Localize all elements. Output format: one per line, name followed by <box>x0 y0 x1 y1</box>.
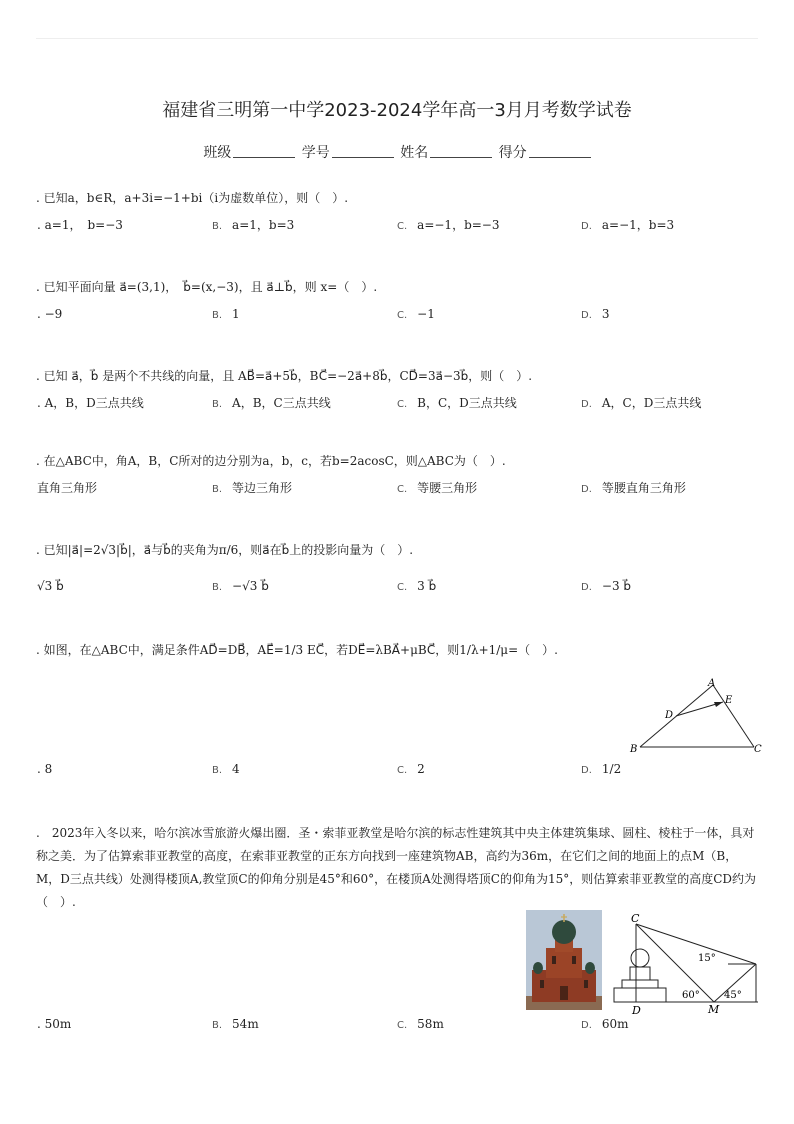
label-c: C <box>631 912 640 925</box>
option-b[interactable] <box>212 391 331 417</box>
arrow-head-icon <box>714 702 723 707</box>
cathedral-photo <box>526 910 602 1010</box>
dome-shape <box>631 949 649 967</box>
option-text: 4 <box>232 762 240 776</box>
option-label: B. <box>212 310 223 321</box>
id-label: 学号 <box>301 145 330 161</box>
option-d[interactable] <box>581 391 701 417</box>
name-blank[interactable] <box>430 145 492 158</box>
option-text: . a=1， b=−3 <box>37 218 123 232</box>
label-c: C <box>754 744 762 755</box>
question-stem: . 已知a，b∈R，a+3i=−1+bi（i为虚数单位），则（ ）. <box>36 191 349 205</box>
option-label: B. <box>212 484 223 495</box>
option-text: . −9 <box>37 307 63 321</box>
option-label: B. <box>212 582 223 593</box>
option-text: 3 b⃗ <box>417 579 437 593</box>
option-text: −3 b⃗ <box>601 579 632 593</box>
option-text: 等腰三角形 <box>417 481 478 495</box>
name-field <box>400 142 492 162</box>
church-door <box>560 986 568 1000</box>
side-dome-right <box>585 962 595 974</box>
option-c[interactable] <box>397 213 500 239</box>
option-c[interactable] <box>397 391 517 417</box>
score-label: 得分 <box>498 145 527 161</box>
option-c[interactable] <box>397 302 435 328</box>
option-c[interactable] <box>397 1012 444 1038</box>
option-label: D. <box>581 582 592 593</box>
side-dome-left <box>533 962 543 974</box>
option-text: 等边三角形 <box>232 481 293 495</box>
angle-60-label: 60° <box>682 990 700 1001</box>
option-label: D. <box>581 310 592 321</box>
option-label: B. <box>212 399 223 410</box>
option-text: 2 <box>417 762 425 776</box>
option-label: B. <box>212 765 223 776</box>
student-info-line <box>0 142 794 162</box>
option-a[interactable] <box>37 302 62 326</box>
name-label: 姓名 <box>400 145 429 161</box>
option-text: a=−1，b=3 <box>601 218 675 232</box>
page-title: 福建省三明第一中学2023-2024学年高一3月月考数学试卷 <box>162 100 632 121</box>
class-label: 班级 <box>203 145 232 161</box>
option-c[interactable] <box>397 476 477 502</box>
option-b[interactable] <box>212 476 292 502</box>
option-text: a=1，b=3 <box>232 218 295 232</box>
question-stem: . 2023年入冬以来，哈尔滨冰雪旅游火爆出圈．圣・索菲亚教堂是哈尔滨的标志性建筑其中央主体建筑集球、圆柱、棱柱于一体，具对称之美．为了估算索菲亚教堂的高度，在索菲亚教堂的正东方向找到一座建筑物AB，高约为36m，在它们之间的地面上的点M（B，M，D三点共线）处测得楼顶A,教堂顶C的仰角分别是45°和60°，在楼顶A处测得塔顶C的仰角为15°，则估算索菲亚教堂的高度CD约为（ ）. <box>36 826 757 909</box>
option-text: 等腰直角三角形 <box>601 481 686 495</box>
option-b[interactable] <box>212 757 240 783</box>
label-m: M <box>708 1003 720 1016</box>
option-label: C. <box>397 399 408 410</box>
church-body <box>546 948 582 978</box>
option-a[interactable] <box>37 574 64 598</box>
option-label: D. <box>581 484 592 495</box>
option-d[interactable] <box>581 302 610 328</box>
option-label: C. <box>397 765 408 776</box>
option-d[interactable] <box>581 574 631 600</box>
option-d[interactable] <box>581 1012 629 1038</box>
option-text: A，B，C三点共线 <box>232 396 331 410</box>
option-text: 直角三角形 <box>37 481 98 495</box>
label-a: A <box>708 678 716 689</box>
option-a[interactable] <box>37 757 52 781</box>
option-d[interactable] <box>581 476 686 502</box>
option-label: D. <box>581 221 592 232</box>
option-label: C. <box>397 221 408 232</box>
option-b[interactable] <box>212 574 269 600</box>
option-label: C. <box>397 484 408 495</box>
question-stem: . 已知 a⃗，b⃗ 是两个不共线的向量，且 AB⃗=a⃗+5b⃗，BC⃗=−2a⃗+8b⃗，CD⃗=3a⃗−3b⃗，则（ ）. <box>36 369 533 383</box>
option-a[interactable] <box>37 213 123 237</box>
option-text: 54m <box>232 1017 259 1031</box>
option-text: a=−1，b=−3 <box>417 218 500 232</box>
label-b: B <box>630 744 638 755</box>
option-text: 3 <box>601 307 610 321</box>
header-rule <box>36 38 758 39</box>
question-stem: . 如图，在△ABC中，满足条件AD⃗=DB⃗，AE⃗=1/3 EC⃗，若DE⃗=λBA⃗+μBC⃗，则1/λ+1/μ=（ ）. <box>36 643 558 657</box>
option-label: C. <box>397 582 408 593</box>
option-c[interactable] <box>397 757 425 783</box>
option-text: . 50m <box>37 1017 72 1031</box>
option-label: B. <box>212 1020 223 1031</box>
id-blank[interactable] <box>332 145 394 158</box>
onion-dome <box>552 920 576 944</box>
question-stem: . 在△ABC中，角A，B，C所对的边分别为a，b，c，若b=2acosC，则△ABC为（ ）. <box>36 454 506 468</box>
option-text: 60m <box>601 1017 629 1031</box>
prism-shape <box>622 980 658 988</box>
option-label: C. <box>397 310 408 321</box>
option-text: 58m <box>417 1017 444 1031</box>
question-stem: . 已知平面向量 a⃗=(3,1)， b⃗=(x,−3)，且 a⃗⊥b⃗，则 x=（ ）. <box>36 280 378 294</box>
label-d: D <box>665 710 674 721</box>
score-field <box>499 142 591 162</box>
option-a[interactable] <box>37 391 144 415</box>
angle-45-label: 45° <box>724 990 742 1001</box>
angle-15-label: 15° <box>698 953 716 964</box>
base-shape <box>614 988 666 1002</box>
option-text: 1 <box>232 307 240 321</box>
height-figure <box>608 908 762 1016</box>
triangle-figure <box>628 676 760 756</box>
cylinder-shape <box>630 967 650 980</box>
option-text: −1 <box>417 307 435 321</box>
class-field <box>203 142 295 162</box>
id-field <box>302 142 394 162</box>
option-d[interactable] <box>581 757 621 783</box>
segment-ca <box>636 924 756 964</box>
score-blank[interactable] <box>529 145 591 158</box>
option-b[interactable] <box>212 302 240 328</box>
option-text: B，C，D三点共线 <box>417 396 517 410</box>
option-d[interactable] <box>581 213 674 239</box>
option-b[interactable] <box>212 1012 259 1038</box>
option-c[interactable] <box>397 574 436 600</box>
option-a[interactable] <box>37 476 97 500</box>
option-text: . 8 <box>37 762 53 776</box>
option-a[interactable] <box>37 1012 71 1036</box>
option-text: . A，B，D三点共线 <box>37 396 144 410</box>
side-ac <box>713 685 754 747</box>
option-text: −√3 b⃗ <box>232 579 269 593</box>
question-stem: . 已知|a⃗|=2√3|b⃗|，a⃗与b⃗的夹角为π/6，则a⃗在b⃗上的投影向量为（ ）. <box>36 543 414 557</box>
option-label: B. <box>212 221 223 232</box>
option-b[interactable] <box>212 213 294 239</box>
option-label: D. <box>581 765 592 776</box>
option-text: √3 b⃗ <box>37 579 64 593</box>
option-label: C. <box>397 1020 408 1031</box>
option-text: A，C，D三点共线 <box>601 396 702 410</box>
label-e: E <box>725 695 733 706</box>
option-text: 1/2 <box>601 762 622 776</box>
class-blank[interactable] <box>233 145 295 158</box>
option-label: D. <box>581 1020 592 1031</box>
label-d: D <box>632 1004 641 1017</box>
option-label: D. <box>581 399 592 410</box>
